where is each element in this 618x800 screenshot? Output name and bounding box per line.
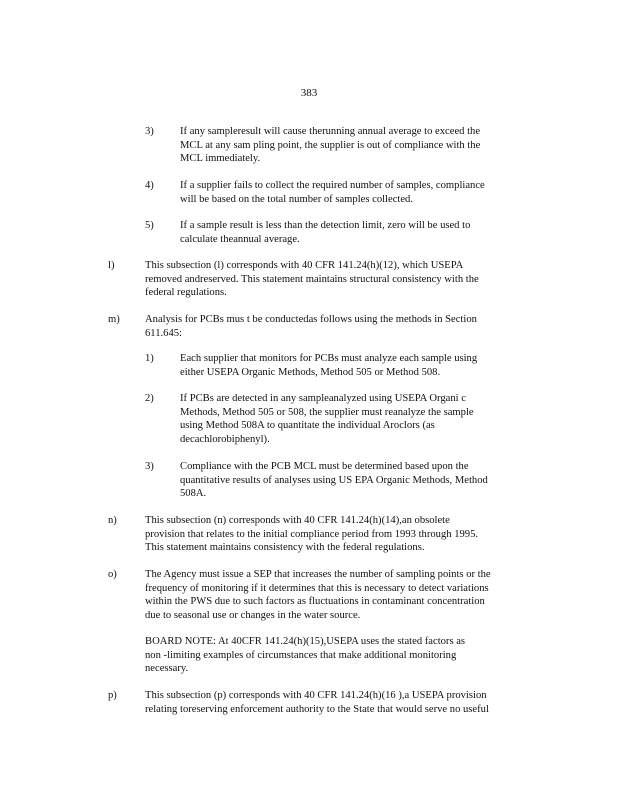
text-line: calculate theannual average. [180,233,300,245]
text-line: decachlorobiphenyl). [180,433,270,445]
text-line: federal regulations. [145,287,227,299]
item-text [145,689,537,716]
item-text [145,568,537,622]
item-text [180,179,520,206]
text-line: The Agency must issue a SEP that increases the number of sampling points or the [145,569,491,580]
item-label: 3) [145,126,154,137]
text-line: removed andreserved. This statement maintains structural consistency with the [145,273,479,285]
text-line: This statement maintains consistency with the federal regulations. [145,542,425,554]
text-line: relating toreserving enforcement authority to the State that would serve no useful [145,703,489,715]
text-line: frequency of monitoring if it determines that this is necessary to detect variations [145,582,489,594]
text-line: If a supplier fails to collect the required number of samples, compliance [180,180,485,191]
item-text [145,259,537,300]
item-text [180,460,520,501]
item-label: 1) [145,353,154,364]
text-line: This subsection (p) corresponds with 40 CFR 141.24(h)(16 ),a USEPA provision [145,690,487,701]
item-text [180,392,520,446]
text-line: either USEPA Organic Methods, Method 505 or Method 508. [180,366,441,378]
item-label: o) [108,569,117,580]
text-line: within the PWS due to such factors as fluctuations in contaminant concentration [145,596,485,608]
text-line: necessary. [145,663,189,675]
text-line: BOARD NOTE: At 40CFR 141.24(h)(15),USEPA uses the stated factors as [145,636,466,647]
text-line: Compliance with the PCB MCL must be determined based upon the [180,461,469,472]
text-line: If PCBs are detected in any sampleanalyzed using USEPA Organi c [180,393,466,404]
item-label: p) [108,690,117,701]
text-line: Analysis for PCBs mus t be conductedas follows using the methods in Section [145,314,477,325]
item-text [180,219,520,246]
item-label: 4) [145,180,154,191]
text-line: MCL immediately. [180,153,261,165]
text-line: MCL at any sam pling point, the supplier is out of compliance with the [180,139,481,151]
text-line: Each supplier that monitors for PCBs must analyze each sample using [180,353,478,364]
text-line: This subsection (n) corresponds with 40 CFR 141.24(h)(14),an obsolete [145,515,450,526]
text-line: This subsection (l) corresponds with 40 CFR 141.24(h)(12), which USEPA [145,260,464,271]
item-text [145,313,537,340]
item-label: 3) [145,461,154,472]
item-text [180,352,520,379]
item-label: m) [108,314,120,325]
item-label: n) [108,515,117,526]
text-line: 611.645: [145,327,182,339]
item-text [145,514,537,555]
text-line: will be based on the total number of samples collected. [180,193,413,205]
text-line: due to seasonal use or changes in the water source. [145,609,361,621]
note-text [145,635,537,676]
text-line: non -limiting examples of circumstances that make additional monitoring [145,649,457,661]
item-label: 2) [145,393,154,404]
text-line: quantitative results of analyses using US EPA Organic Methods, Method [180,474,488,486]
item-label: 5) [145,220,154,231]
item-text [180,125,520,166]
text-line: using Method 508A to quantitate the individual Aroclors (as [180,420,435,432]
text-line: 508A. [180,488,207,500]
text-line: If a sample result is less than the detection limit, zero will be used to [180,220,471,231]
text-line: provision that relates to the initial compliance period from 1993 through 1995. [145,528,479,540]
text-line: If any sampleresult will cause therunning annual average to exceed the [180,126,481,137]
item-label: l) [108,260,115,271]
text-line: Methods, Method 505 or 508, the supplier must reanalyze the sample [180,406,474,418]
page-number: 383 [300,87,318,99]
